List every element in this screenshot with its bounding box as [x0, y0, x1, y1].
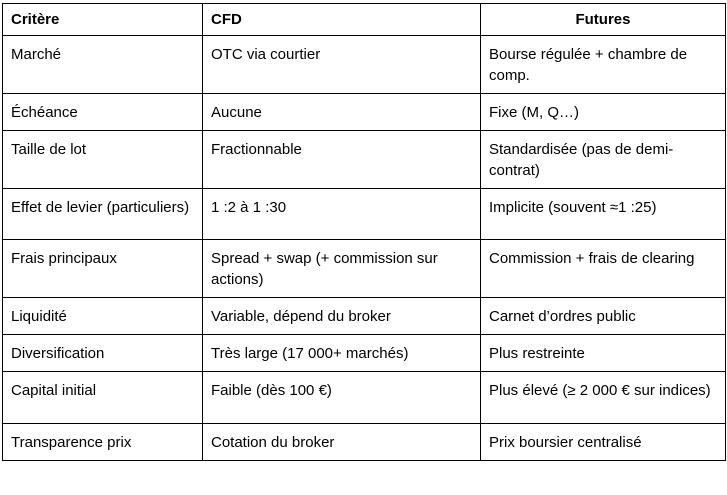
- cell-criterion: Effet de levier (particuliers): [3, 189, 203, 240]
- cell-futures: Standardisée (pas de demi-contrat): [481, 131, 726, 189]
- header-cfd: CFD: [203, 4, 481, 36]
- cell-futures: Implicite (souvent ≈1 :25): [481, 189, 726, 240]
- table-row: [3, 298, 726, 335]
- cell-criterion: Diversification: [3, 335, 203, 372]
- cell-futures: Commission + frais de clearing: [481, 240, 726, 298]
- table-header: [3, 4, 726, 36]
- cell-futures: Plus élevé (≥ 2 000 € sur indices): [481, 372, 726, 424]
- cell-cfd: OTC via courtier: [203, 36, 481, 94]
- table-row: [3, 131, 726, 189]
- cell-criterion: Marché: [3, 36, 203, 94]
- cell-futures: Fixe (M, Q…): [481, 94, 726, 131]
- table-row: [3, 372, 726, 424]
- cell-cfd: Variable, dépend du broker: [203, 298, 481, 335]
- table-body: [3, 36, 726, 461]
- comparison-table: [2, 3, 726, 461]
- cell-futures: Bourse régulée + chambre de comp.: [481, 36, 726, 94]
- table-row: [3, 189, 726, 240]
- cell-cfd: 1 :2 à 1 :30: [203, 189, 481, 240]
- cell-cfd: Cotation du broker: [203, 424, 481, 461]
- table-row: [3, 335, 726, 372]
- cell-criterion: Échéance: [3, 94, 203, 131]
- table-row: [3, 424, 726, 461]
- cell-futures: Carnet d’ordres public: [481, 298, 726, 335]
- cell-criterion: Transparence prix: [3, 424, 203, 461]
- cell-cfd: Aucune: [203, 94, 481, 131]
- cell-criterion: Frais principaux: [3, 240, 203, 298]
- table-row: [3, 240, 726, 298]
- cell-criterion: Liquidité: [3, 298, 203, 335]
- cell-cfd: Très large (17 000+ marchés): [203, 335, 481, 372]
- header-row: [3, 4, 726, 36]
- table-row: [3, 94, 726, 131]
- header-futures: Futures: [481, 4, 726, 36]
- cell-futures: Prix boursier centralisé: [481, 424, 726, 461]
- header-criterion: Critère: [3, 4, 203, 36]
- cell-cfd: Faible (dès 100 €): [203, 372, 481, 424]
- cell-futures: Plus restreinte: [481, 335, 726, 372]
- table-row: [3, 36, 726, 94]
- cell-criterion: Capital initial: [3, 372, 203, 424]
- cell-cfd: Fractionnable: [203, 131, 481, 189]
- cell-cfd: Spread + swap (+ commission sur actions): [203, 240, 481, 298]
- cell-criterion: Taille de lot: [3, 131, 203, 189]
